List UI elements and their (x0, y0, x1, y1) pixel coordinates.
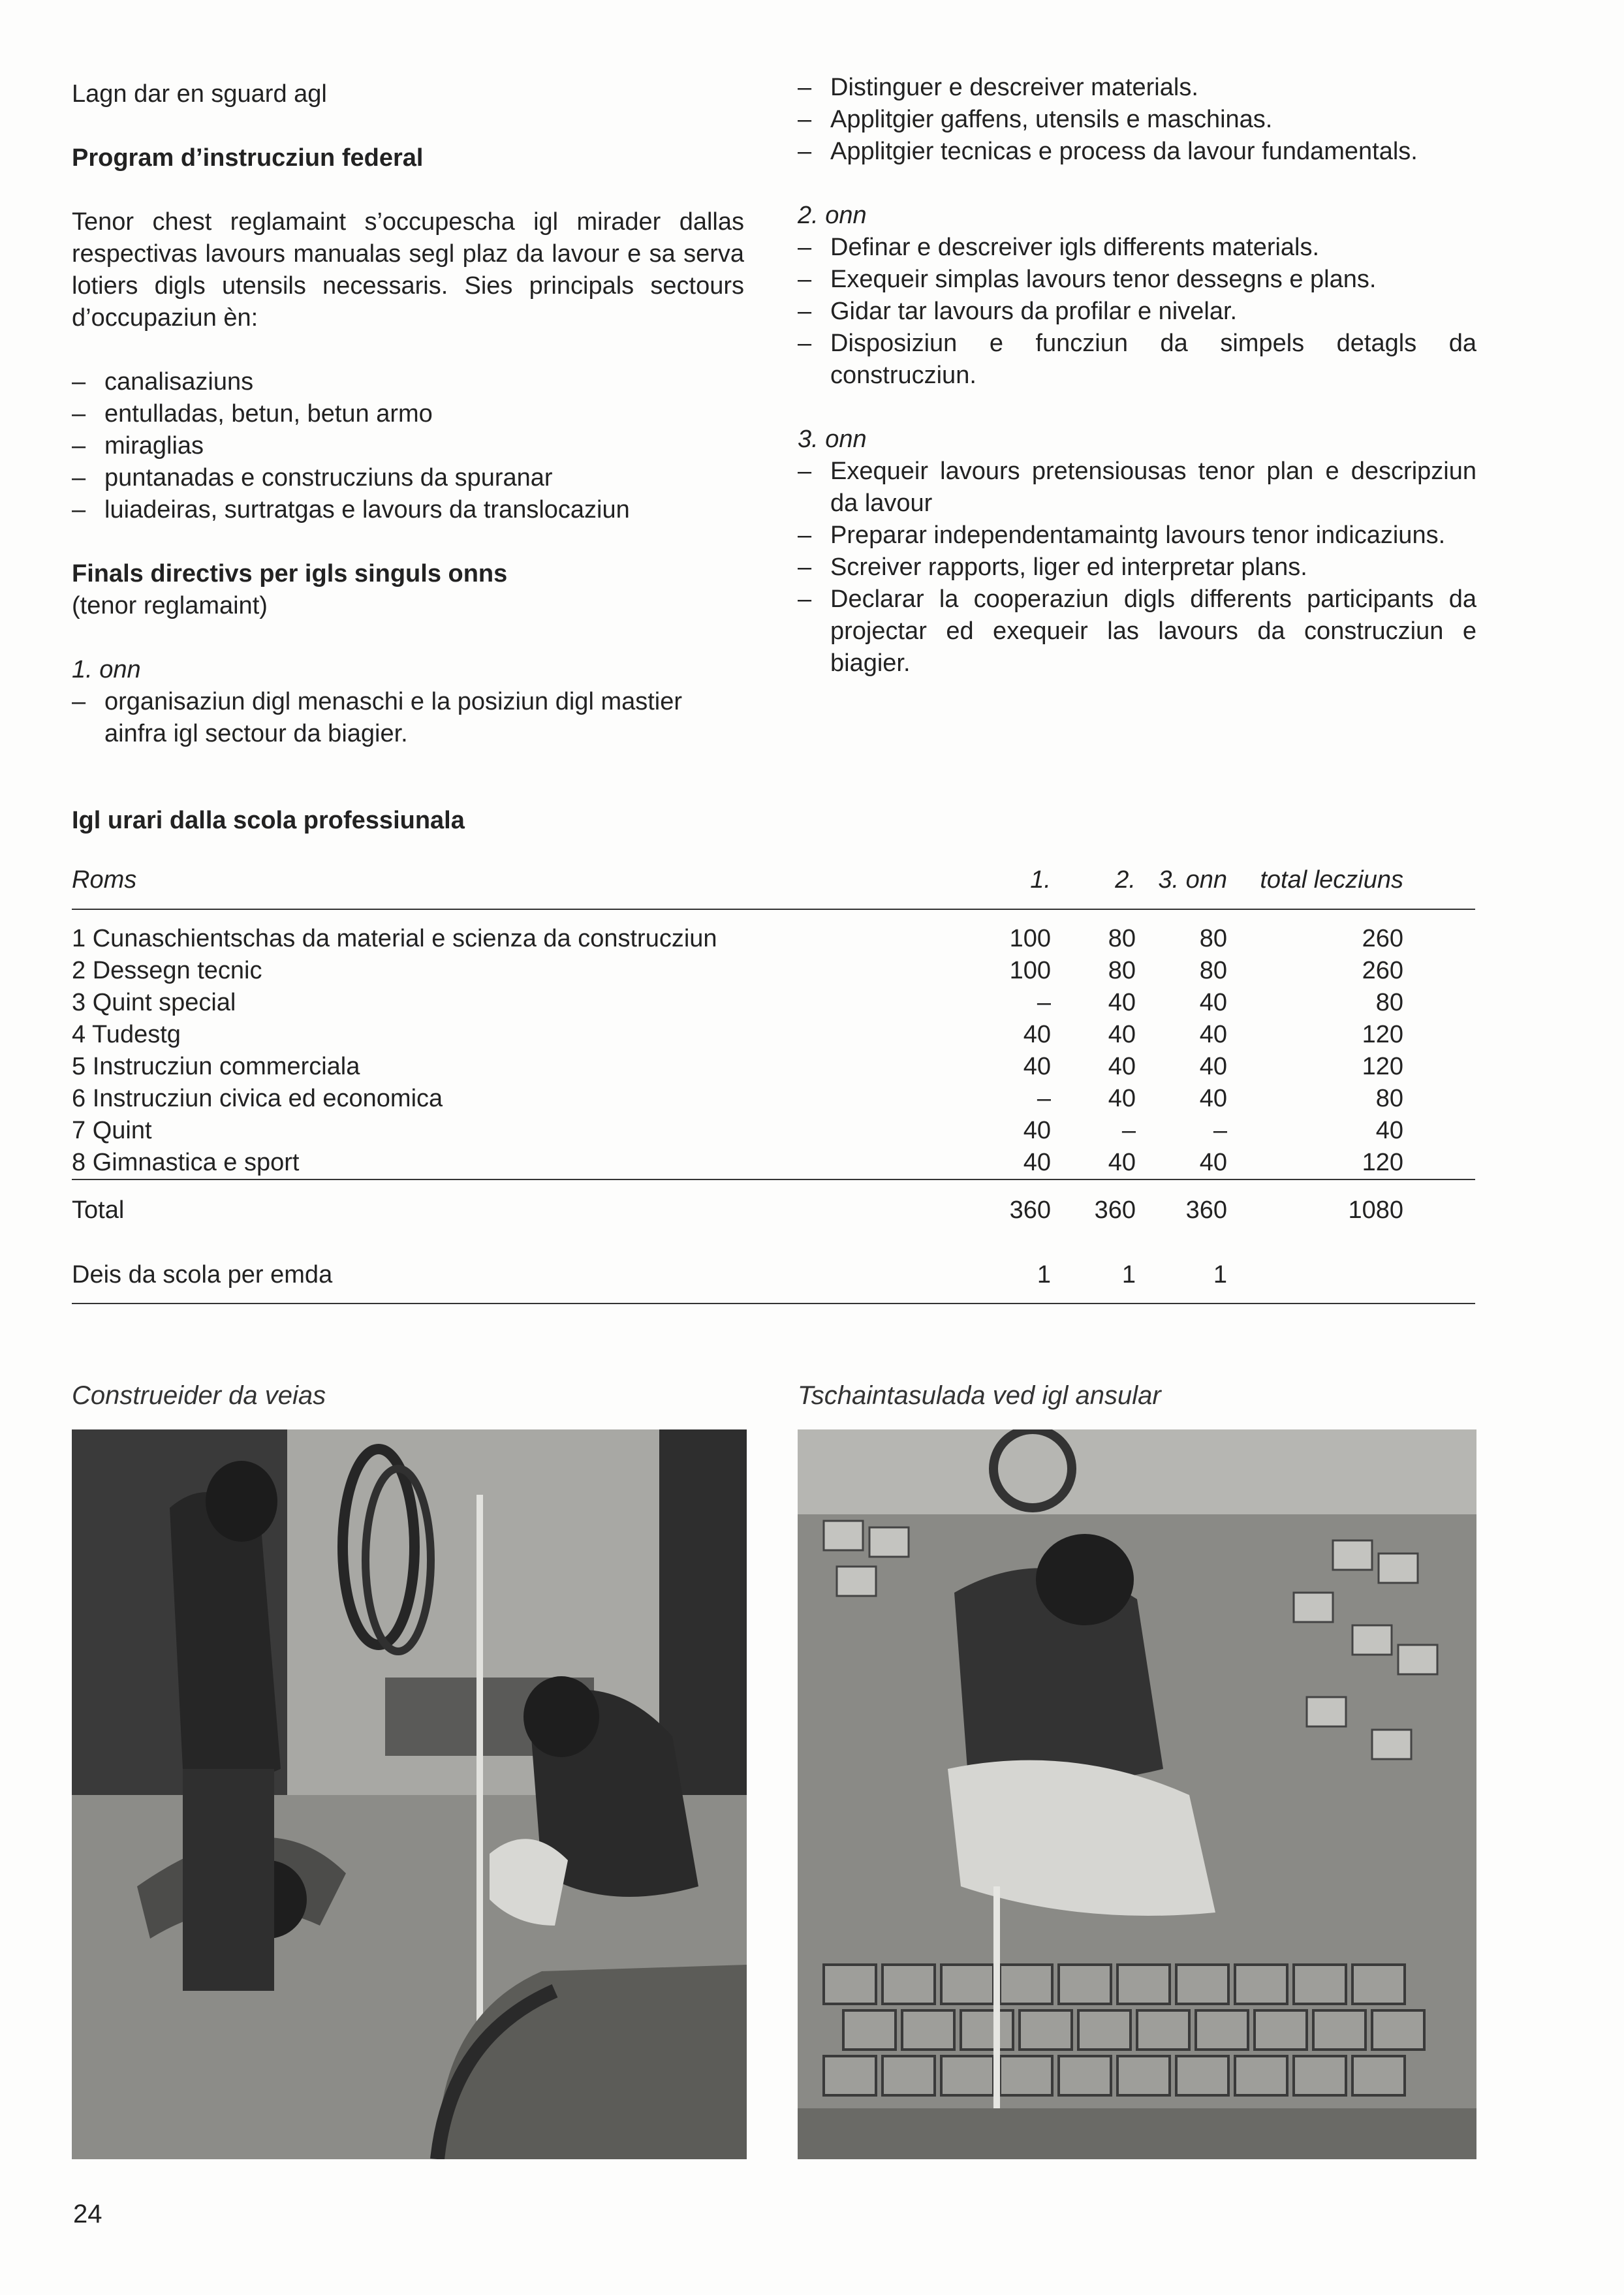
table-cell: – (1121, 1117, 1136, 1144)
table-cell: 40 (1108, 1149, 1136, 1176)
schedule-body (72, 909, 1475, 1304)
table-cell: – (1037, 1085, 1051, 1112)
photo-road-builders-image (72, 1429, 747, 2159)
sector-item: – puntanadas e construcziuns da spuranar (72, 462, 744, 494)
table-cell: 5 Instrucziun commerciala (72, 1053, 360, 1080)
table-cell: 2 Dessegn tecnic (72, 957, 262, 984)
table-row (72, 987, 1475, 1019)
year1-label: 1. onn (72, 656, 141, 683)
year3-list (798, 456, 1476, 679)
photo-caption-right: Tschaintasulada ved igl ansular (798, 1381, 1161, 1410)
heading-finals: Finals directivs per igls singuls onns (72, 560, 508, 587)
table-cell: 120 (1362, 1053, 1403, 1080)
finals-subtitle: (tenor reglamaint) (72, 592, 268, 619)
table-cell: 100 (1009, 925, 1051, 952)
table-row (72, 1147, 1475, 1179)
header-year3: 3. onn (1136, 862, 1227, 909)
left-column (72, 78, 744, 750)
year1-list (72, 686, 744, 750)
table-cell: 4 Tudestg (72, 1021, 181, 1048)
table-cell: 40 (1108, 1053, 1136, 1080)
table-cell: 40 (1108, 1021, 1136, 1048)
photo-paving-image (798, 1429, 1476, 2159)
photo-road-builders (72, 1429, 747, 2159)
table-cell: 1080 (1227, 1179, 1403, 1226)
year2-label: 2. onn (798, 202, 867, 229)
year1-cont-item: – Applitgier gaffens, utensils e maschinas. (798, 104, 1476, 136)
table-cell: 40 (1108, 989, 1136, 1016)
table-cell: 40 (1023, 1053, 1051, 1080)
sector-item: – entulladas, betun, betun armo (72, 398, 744, 430)
table-cell: 80 (1108, 957, 1136, 984)
table-cell: 1 (1051, 1259, 1136, 1304)
table-cell: – (1213, 1117, 1227, 1144)
year3-item: – Preparar independentamaintg lavours tenor indicaziuns. (798, 520, 1476, 552)
table-row (72, 955, 1475, 987)
year3-item: – Exequeir lavours pretensiousas tenor plan e descripziun da lavour (798, 456, 1476, 520)
table-cell: 40 (1023, 1117, 1051, 1144)
table-cell: 360 (1136, 1179, 1227, 1226)
year1-cont-item: – Distinguer e descreiver materials. (798, 72, 1476, 104)
year1-continued-list (798, 72, 1476, 168)
table-cell: 80 (1375, 989, 1403, 1016)
table-cell: 40 (1199, 1085, 1227, 1112)
intro-paragraph: Tenor chest reglamaint s’occupescha igl mirader dallas respectivas lavours manualas segl plaz da lavour e sa serva lotiers digls utensils necessaris. Sies principals sectours d’occupaziun èn: (72, 208, 744, 332)
table-cell: 40 (1108, 1085, 1136, 1112)
table-cell: 120 (1362, 1021, 1403, 1048)
table-cell: 40 (1023, 1149, 1051, 1176)
total-row (72, 1179, 1475, 1226)
year2-item: – Definar e descreiver igls differents materials. (798, 232, 1476, 264)
year2-item: – Disposiziun e funcziun da simpels detagls da construcziun. (798, 328, 1476, 392)
table-cell: 40 (1199, 989, 1227, 1016)
table-cell: Deis da scola per emda (72, 1259, 979, 1304)
table-cell: 360 (979, 1179, 1051, 1226)
table-cell: 8 Gimnastica e sport (72, 1149, 300, 1176)
table-cell: 260 (1362, 925, 1403, 952)
schedule-table (72, 862, 1475, 1304)
table-cell: 360 (1051, 1179, 1136, 1226)
header-subjects: Roms (72, 862, 979, 909)
intro-line: Lagn dar en sguard agl (72, 80, 327, 108)
table-cell: 80 (1375, 1085, 1403, 1112)
schedule-header-row (72, 862, 1475, 909)
year3-item: – Screiver rapports, liger ed interpretar plans. (798, 552, 1476, 584)
table-row (72, 1051, 1475, 1083)
table-cell: 3 Quint special (72, 989, 236, 1016)
table-cell: 1 (979, 1259, 1051, 1304)
table-cell: – (1037, 989, 1051, 1016)
table-row (72, 1115, 1475, 1147)
table-cell (1227, 1259, 1403, 1304)
year1-item: – organisaziun digl menaschi e la posiziun digl mastier ainfra igl sectour da biagier. (72, 686, 744, 750)
year2-item: – Exequeir simplas lavours tenor dessegns e plans. (798, 264, 1476, 296)
table-cell: Total (72, 1179, 979, 1226)
table-cell: 6 Instrucziun civica ed economica (72, 1085, 443, 1112)
year1-cont-item: – Applitgier tecnicas e process da lavour fundamentals. (798, 136, 1476, 168)
sector-item: – miraglias (72, 430, 744, 462)
sector-item: – canalisaziuns (72, 366, 744, 398)
table-cell: 80 (1199, 925, 1227, 952)
table-cell: 40 (1023, 1021, 1051, 1048)
header-year2: 2. (1051, 862, 1136, 909)
header-year1: 1. (979, 862, 1051, 909)
table-cell: 80 (1199, 957, 1227, 984)
table-cell: 1 (1136, 1259, 1227, 1304)
table-row (72, 1083, 1475, 1115)
table-cell: 120 (1362, 1149, 1403, 1176)
table-cell: 1 Cunaschientschas da material e scienza da construcziun (72, 925, 717, 952)
photo-caption-left: Construeider da veias (72, 1381, 326, 1410)
year2-list (798, 232, 1476, 392)
table-cell: 80 (1108, 925, 1136, 952)
right-column (798, 72, 1476, 679)
table-row (72, 909, 1475, 955)
table-cell: 7 Quint (72, 1117, 152, 1144)
table-cell: 40 (1199, 1053, 1227, 1080)
year2-item: – Gidar tar lavours da profilar e nivelar. (798, 296, 1476, 328)
table-row (72, 1019, 1475, 1051)
table-cell: 40 (1199, 1149, 1227, 1176)
page-number: 24 (73, 2200, 102, 2228)
heading-program: Program d’instrucziun federal (72, 144, 424, 172)
table-cell: 260 (1362, 957, 1403, 984)
year3-label: 3. onn (798, 426, 867, 453)
table-cell: 40 (1375, 1117, 1403, 1144)
sector-item: – luiadeiras, surtratgas e lavours da translocaziun (72, 494, 744, 526)
photo-paving (798, 1429, 1476, 2159)
sectors-list (72, 366, 744, 526)
table-cell: 100 (1009, 957, 1051, 984)
school-days-row (72, 1259, 1475, 1304)
header-total: total lecziuns (1227, 862, 1403, 909)
year3-item: – Declarar la cooperaziun digls differents participants da projectar ed exequeir las lavours da construcziun e biagier. (798, 584, 1476, 679)
schedule-title: Igl urari dalla scola professiunala (72, 807, 465, 834)
table-cell: 40 (1199, 1021, 1227, 1048)
